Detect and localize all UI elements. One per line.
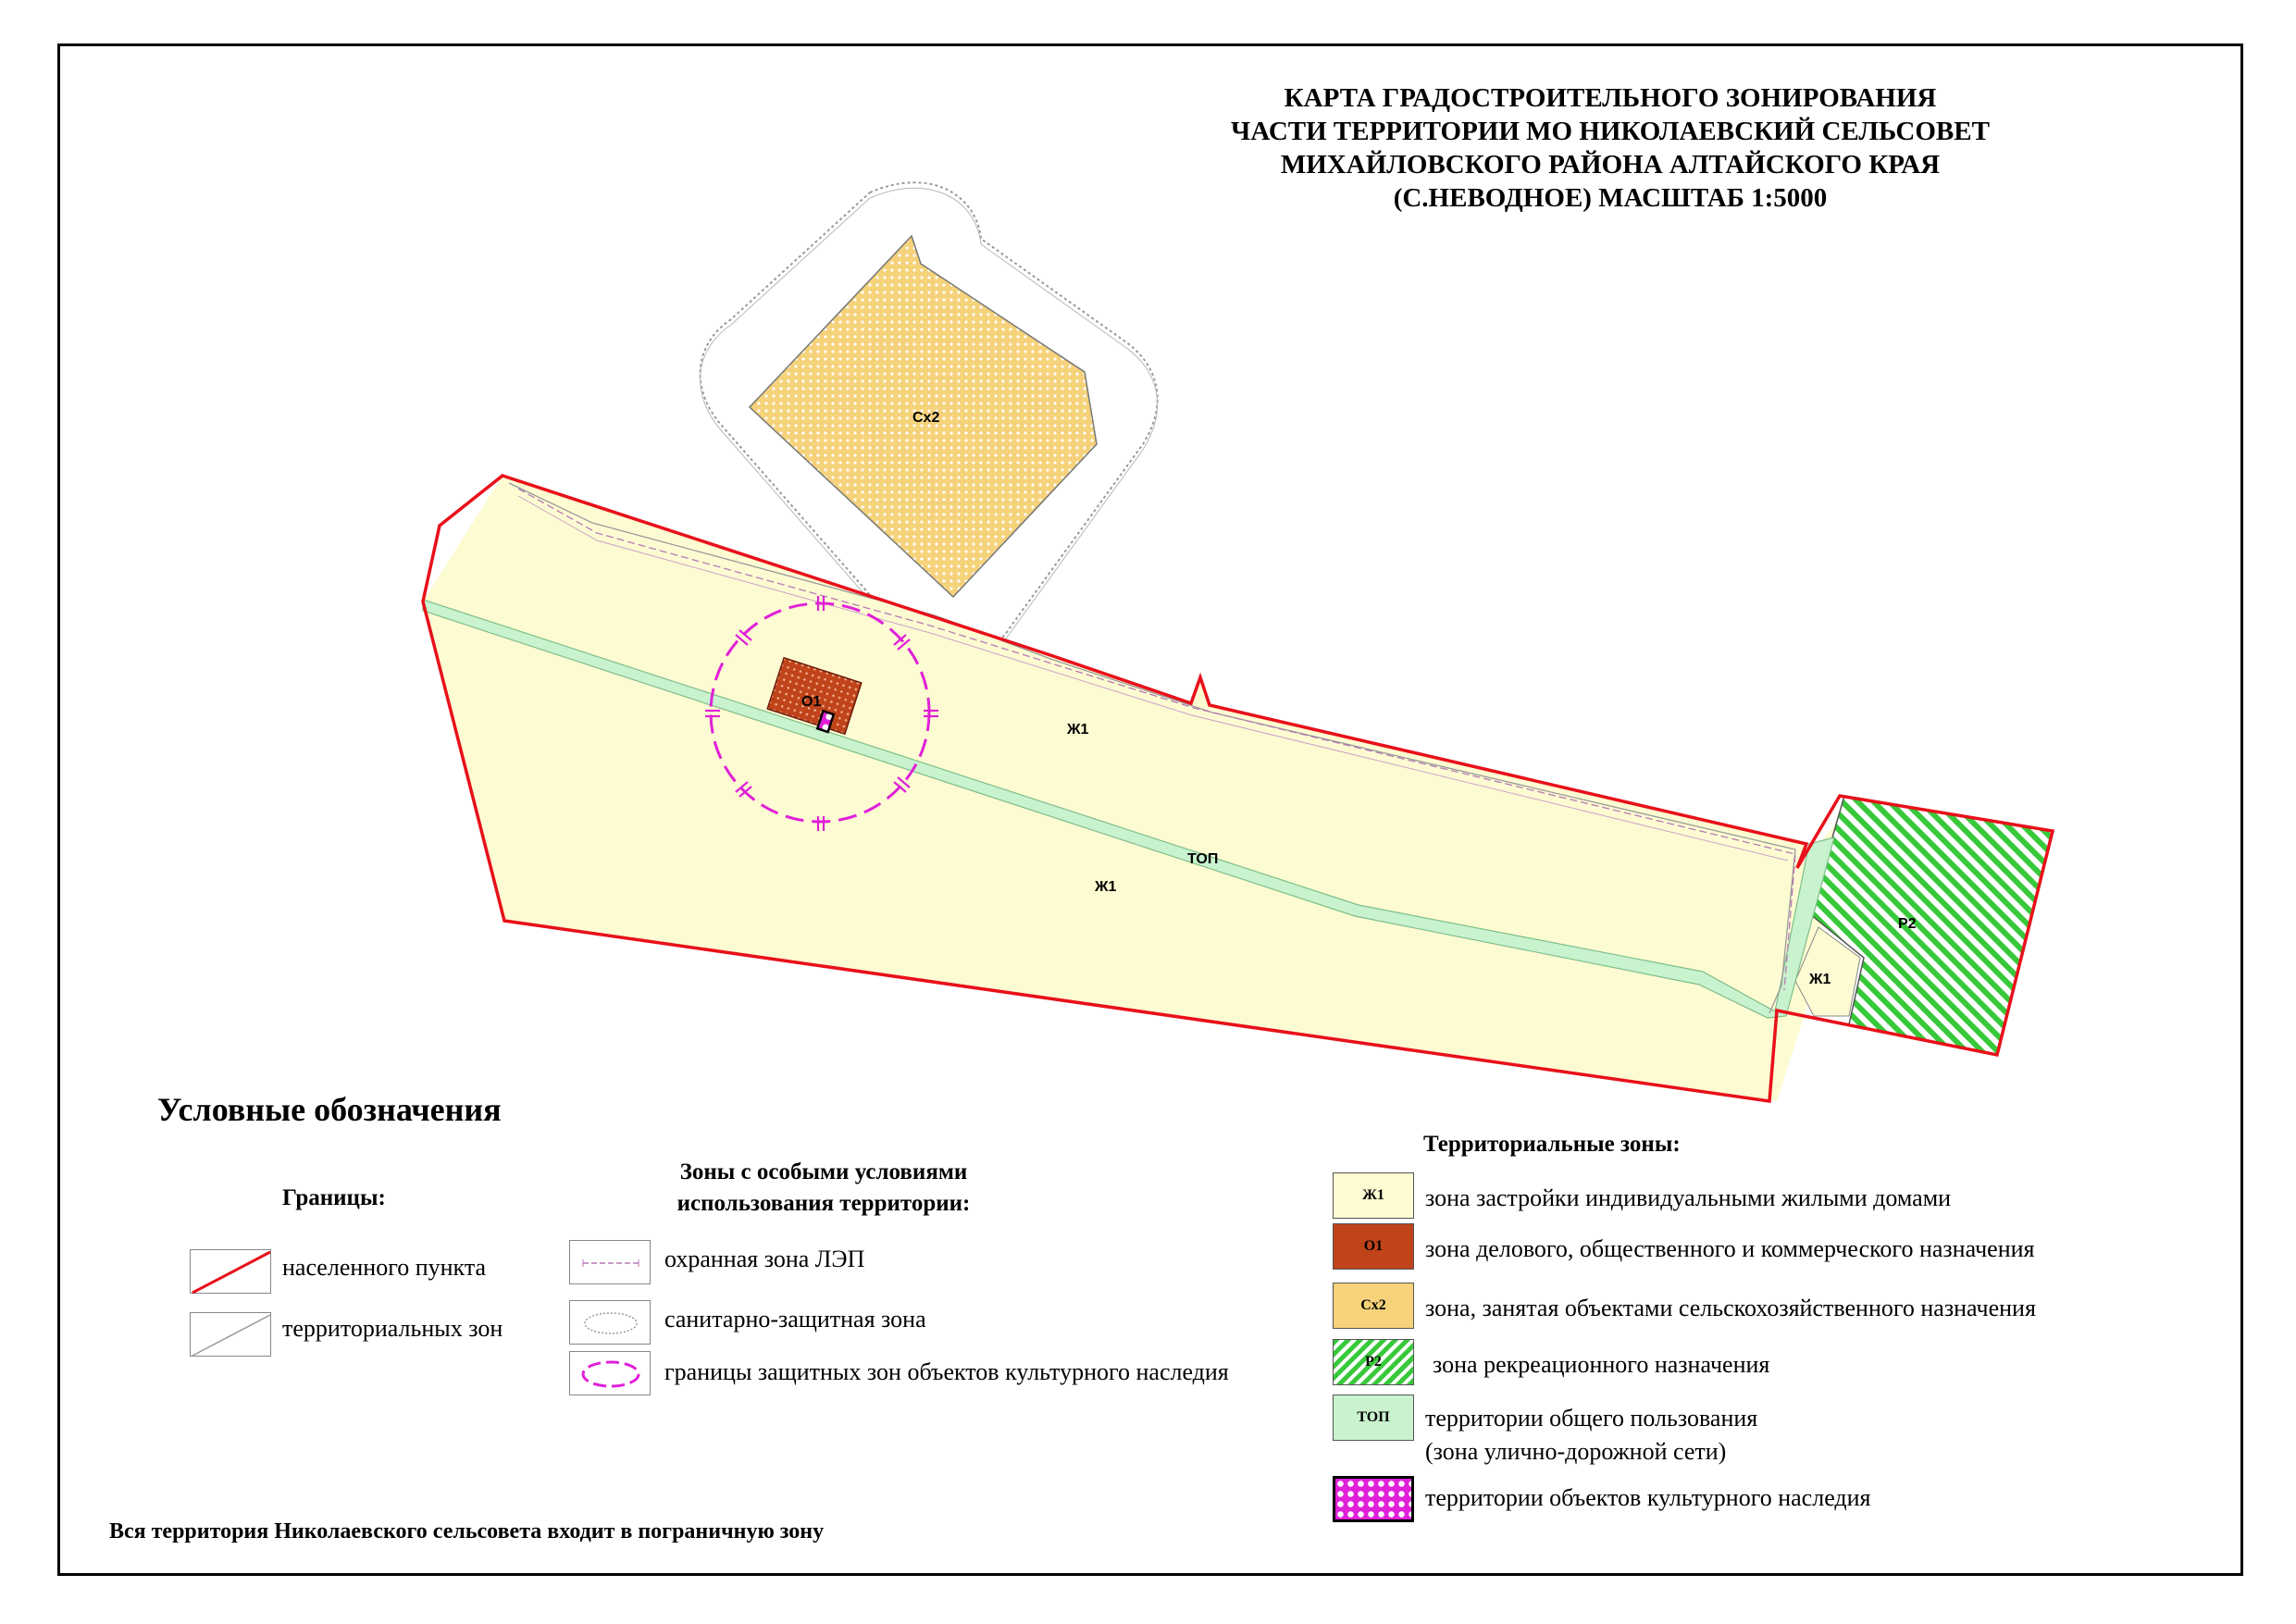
- legend-power-line-zone-label: охранная зона ЛЭП: [664, 1246, 865, 1272]
- territorial-boundary-symbol: [190, 1312, 271, 1357]
- border-zone-note: Вся территория Николаевского сельсовета входит в пограничную зону: [109, 1519, 825, 1543]
- legend-heading: Условные обозначения: [157, 1091, 502, 1128]
- legend-sanitary-zone-label: санитарно-защитная зона: [664, 1306, 926, 1333]
- special-zones-title-line-2: использования территории:: [676, 1191, 971, 1216]
- legend-zh1-label: зона застройки индивидуальными жилыми домами: [1425, 1184, 1952, 1211]
- heritage-objects-symbol: [1333, 1476, 1414, 1522]
- title-line-2: ЧАСТИ ТЕРРИТОРИИ МО НИКОЛАЕВСКИЙ СЕЛЬСОВЕТ: [1231, 117, 1990, 146]
- legend-boundaries-title: Границы:: [282, 1185, 386, 1210]
- legend-heritage-objects-label: территории объектов культурного наследия: [1425, 1484, 1871, 1511]
- legend-top-label-line-2: (зона улично-дорожной сети): [1425, 1438, 1727, 1465]
- legend-territorial-zones-title: Территориальные зоны:: [1423, 1132, 1681, 1157]
- legend-settlement-boundary-label: населенного пункта: [282, 1254, 487, 1281]
- settlement-boundary-symbol: [190, 1249, 271, 1294]
- legend-heritage-zone-label: границы защитных зон объектов культурного наследия: [664, 1358, 1229, 1385]
- special-zones-title-line-1: Зоны с особыми условиями: [679, 1159, 968, 1184]
- label-zh1-east: Ж1: [1809, 972, 1831, 987]
- title-line-1: КАРТА ГРАДОСТРОИТЕЛЬНОГО ЗОНИРОВАНИЯ: [1284, 83, 1937, 113]
- title-line-4: (С.НЕВОДНОЕ) МАСШТАБ 1:5000: [1393, 183, 1828, 213]
- label-o1: О1: [801, 694, 822, 710]
- heritage-zone-symbol: [569, 1351, 651, 1395]
- sanitary-zone-symbol: [569, 1300, 651, 1345]
- legend-o1-label: зона делового, общественного и коммерческого назначения: [1425, 1235, 2035, 1262]
- o1-symbol: О1: [1333, 1223, 1414, 1270]
- legend-r2-label: зона рекреационного назначения: [1433, 1351, 1770, 1378]
- top-symbol: ТОП: [1333, 1395, 1414, 1441]
- legend-top-label-line-1: территории общего пользования: [1425, 1405, 1758, 1432]
- label-sx2: Сх2: [912, 410, 940, 426]
- label-zh1-north: Ж1: [1067, 722, 1089, 738]
- settlement-zh1-area[interactable]: [423, 476, 1843, 1101]
- power-line-zone-symbol: [569, 1240, 651, 1284]
- title-line-3: МИХАЙЛОВСКОГО РАЙОНА АЛТАЙСКОГО КРАЯ: [1280, 150, 1941, 180]
- legend-territorial-boundary-label: территориальных зон: [282, 1315, 503, 1342]
- legend-top-label: [1425, 1402, 1757, 1469]
- map-title: [1148, 81, 2073, 215]
- label-r2: Р2: [1898, 916, 1917, 932]
- r2-symbol: Р2: [1333, 1339, 1414, 1385]
- label-top: ТОП: [1187, 851, 1219, 867]
- sx2-symbol: Сх2: [1333, 1283, 1414, 1329]
- label-zh1-south: Ж1: [1095, 879, 1117, 895]
- zh1-symbol: Ж1: [1333, 1172, 1414, 1219]
- legend-special-zones-title: [639, 1157, 1009, 1220]
- legend-sx2-label: зона, занятая объектами сельскохозяйственного назначения: [1425, 1295, 2036, 1321]
